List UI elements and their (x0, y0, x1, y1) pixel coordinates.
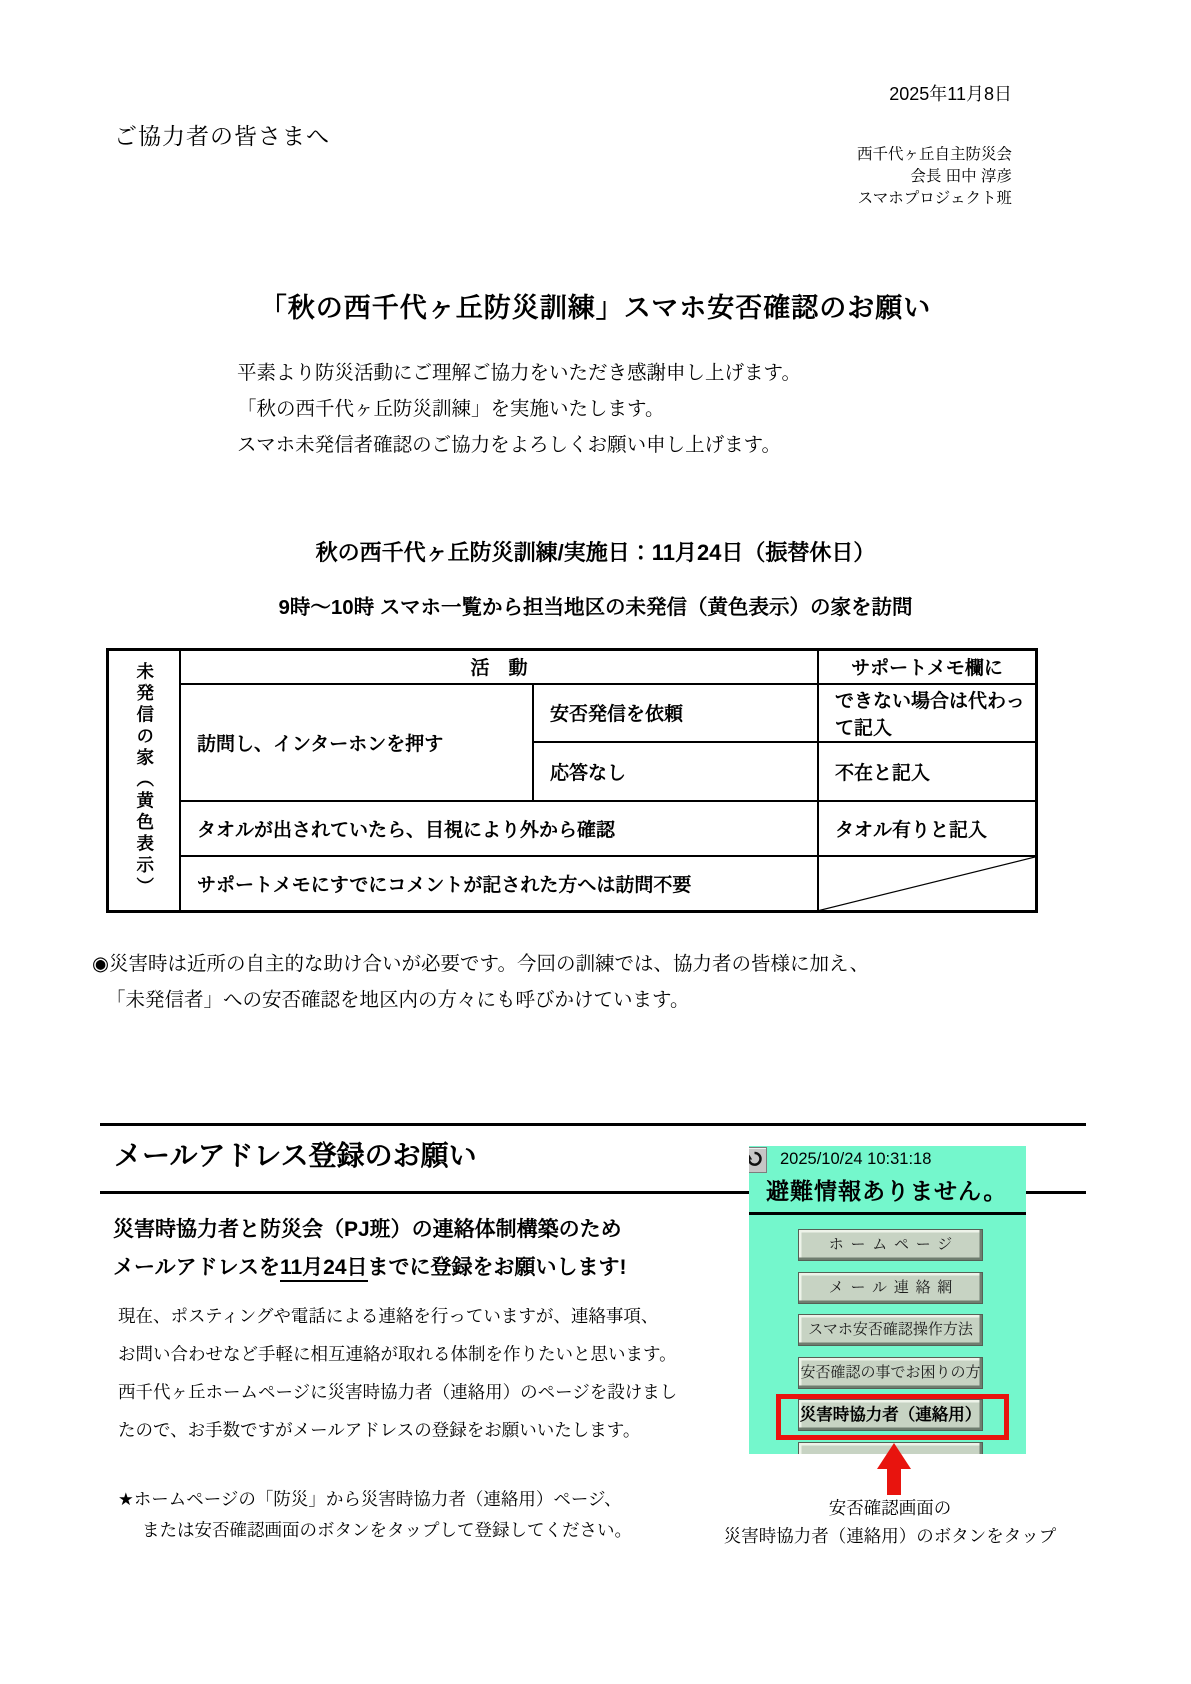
cell-towel-memo: タオル有りと記入 (818, 801, 1037, 856)
lead2-pre: メールアドレスを (113, 1256, 280, 1279)
intro-paragraph (237, 355, 801, 463)
mail-section-heading: メールアドレス登録のお願い (114, 1140, 477, 1171)
disaster-cooperator-button[interactable]: 災害時協力者（連絡用） (799, 1400, 982, 1430)
refresh-icon (749, 1150, 763, 1168)
star-line: または安否確認画面のボタンをタップして登録してください。 (142, 1520, 632, 1540)
mail-body-line: 西千代ヶ丘ホームページに災害時協力者（連絡用）のページを設けまし (118, 1382, 678, 1402)
phone-timestamp: 2025/10/24 10:31:18 (780, 1150, 932, 1168)
lead2-post: までに登録をお願いします! (367, 1256, 627, 1279)
cell-towel: タオルが出されていたら、目視により外から確認 (180, 801, 818, 856)
evacuation-status-text: 避難情報ありません。 (766, 1178, 1008, 1204)
salutation: ご協力者の皆さまへ (114, 123, 330, 149)
mail-body-line: 現在、ポスティングや電話による連絡を行っていますが、連絡事項、 (118, 1306, 659, 1326)
activity-table (106, 648, 1038, 913)
note-line: ◉災害時は近所の自主的な助け合いが必要です。今回の訓練では、協力者の皆様に加え、 (92, 953, 870, 975)
diagonal-line (819, 857, 1035, 911)
caption-line: 災害時協力者（連絡用）のボタンをタップ (723, 1526, 1057, 1546)
schedule-subheading: 9時～10時 スマホ一覧から担当地区の未発信（黄色表示）の家を訪問 (278, 596, 913, 619)
homepage-button[interactable]: ホームページ (799, 1230, 982, 1260)
mail-lead-text (113, 1211, 627, 1287)
deadline-date-underlined: 11月24日 (280, 1256, 368, 1282)
section-rule-top (100, 1123, 1086, 1126)
red-arrow-stem (887, 1467, 901, 1495)
intro-line: 平素より防災活動にご理解ご協力をいただき感謝申し上げます。 (237, 362, 801, 384)
mail-body-paragraph (118, 1297, 677, 1449)
note-line: 「未発信者」への安否確認を地区内の方々にも呼びかけています。 (106, 989, 690, 1011)
org-team: スマホプロジェクト班 (857, 190, 1012, 207)
phone-separator-line (749, 1212, 1026, 1215)
cell-request-memo: できない場合は代わって記入 (818, 684, 1037, 742)
safety-check-help-button[interactable]: 安否確認の事でお困りの方 (799, 1358, 982, 1388)
intro-line: 「秋の西千代ヶ丘防災訓練」を実施いたします。 (237, 398, 665, 420)
column-header-activity: 活 動 (180, 650, 818, 684)
red-arrow-icon (877, 1443, 911, 1469)
phone-caption (650, 1494, 1130, 1550)
cell-no-answer: 応答なし (533, 742, 818, 801)
cell-request: 安否発信を依頼 (533, 684, 818, 742)
table-row-header-cell (108, 650, 181, 912)
column-header-memo: サポートメモ欄に (818, 650, 1037, 684)
star-instructions (118, 1484, 632, 1546)
org-chairman: 会長 田中 淳彦 (910, 168, 1012, 185)
safety-check-howto-button[interactable]: スマホ安否確認操作方法 (799, 1315, 982, 1345)
organization-block (857, 144, 1012, 210)
highlight-rectangle (776, 1394, 1009, 1440)
mail-lead-line2 (113, 1249, 627, 1287)
cell-empty-diagonal (818, 856, 1037, 912)
org-name: 西千代ヶ丘自主防災会 (856, 146, 1012, 163)
cell-comment: サポートメモにすでにコメントが記された方へは訪問不要 (180, 856, 818, 912)
caption-line: 安否確認画面の (828, 1498, 952, 1518)
cell-visit: 訪問し、インターホンを押す (180, 684, 533, 801)
mail-lead-line1: 災害時協力者と防災会（PJ班）の連絡体制構築のため (113, 1218, 622, 1241)
mail-body-line: お問い合わせなど手軽に相互連絡が取れる体制を作りたいと思います。 (118, 1344, 677, 1364)
intro-line: スマホ未発信者確認のご協力をよろしくお願い申し上げます。 (237, 434, 782, 456)
mail-network-button[interactable]: メール連絡網 (799, 1273, 982, 1303)
star-line: ★ホームページの「防災」から災害時協力者（連絡用）ページ、 (118, 1489, 622, 1509)
row-header-vertical-label: 未発信の家（黄色表示） (134, 662, 155, 899)
note-paragraph (92, 946, 869, 1018)
cell-no-answer-memo: 不在と記入 (818, 742, 1037, 801)
document-title: 「秋の西千代ヶ丘防災訓練」スマホ安否確認のお願い (259, 293, 932, 323)
document-date: 2025年11月8日 (889, 84, 1012, 104)
refresh-button[interactable] (749, 1147, 767, 1173)
mail-body-line: たので、お手数ですがメールアドレスの登録をお願いいたします。 (118, 1420, 641, 1440)
schedule-heading: 秋の西千代ヶ丘防災訓練/実施日：11月24日（振替休日） (315, 540, 876, 565)
